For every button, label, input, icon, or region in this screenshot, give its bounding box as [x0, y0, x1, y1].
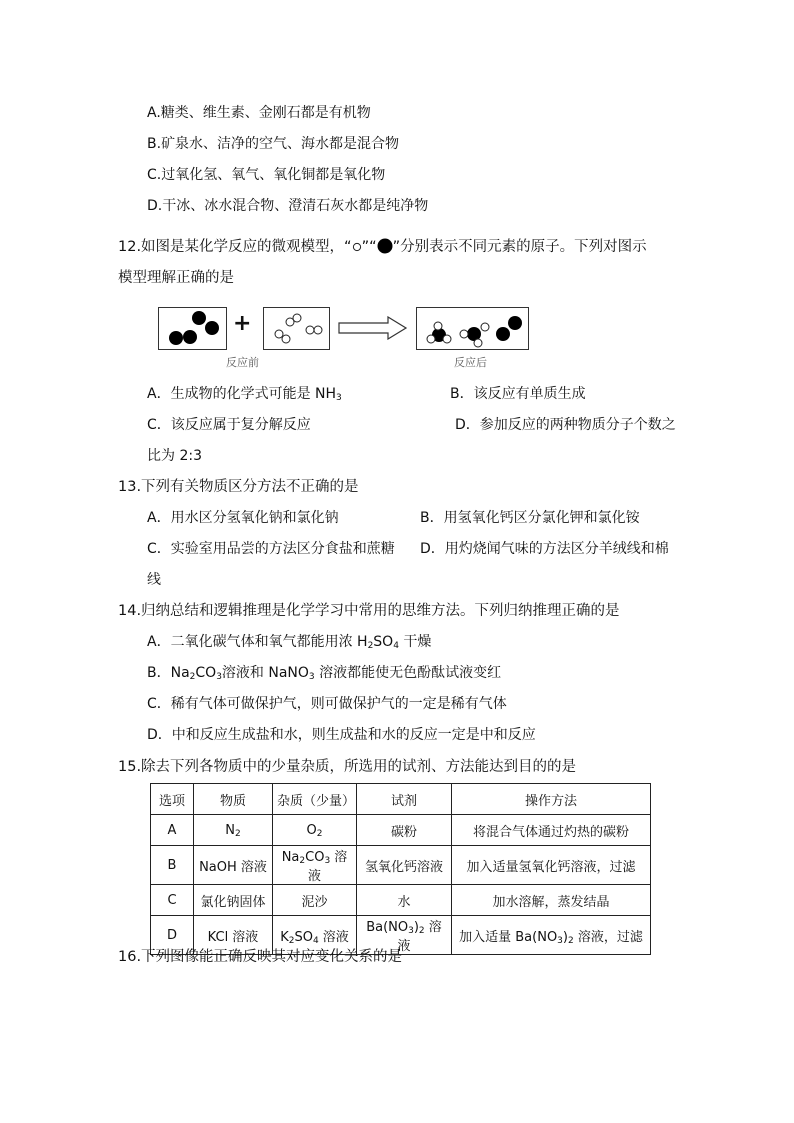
- before-box-left: [158, 307, 227, 350]
- black-atom: [183, 330, 197, 344]
- q13-option-d-cont: 线: [147, 572, 161, 588]
- q14-option-d: D．中和反应生成盐和水，则生成盐和水的反应一定是中和反应: [147, 727, 536, 743]
- table-cell: $K_2SO_4$ 溶液: [273, 916, 357, 955]
- q14-option-a: A．二氧化碳气体和氧气都能用浓 $H_2SO_4$ 干燥: [147, 634, 432, 651]
- white-atom: [443, 335, 451, 343]
- white-atom: [474, 339, 482, 347]
- table-row: [151, 815, 651, 846]
- q14-stem: 14.归纳总结和逻辑推理是化学学习中常用的思维方法。下列归纳推理正确的是: [118, 603, 620, 619]
- table-cell: 加入适量氢氧化钙溶液，过滤: [452, 846, 651, 885]
- caption-before: 反应前: [226, 356, 259, 369]
- table-cell: 加入适量 $Ba(NO_3)_2$ 溶液，过滤: [452, 916, 651, 955]
- table-cell: $N_2$: [194, 815, 273, 846]
- before-box-right: [263, 307, 330, 350]
- q15-table: [150, 783, 651, 955]
- reactant-b-molecules: [264, 308, 329, 349]
- white-atom: [481, 323, 489, 331]
- caption-after: 反应后: [454, 356, 487, 369]
- table-cell: 加水溶解，蒸发结晶: [452, 885, 651, 916]
- q12-option-a: A．生成物的化学式可能是 $NH_3$: [147, 386, 342, 403]
- q13-stem: 13.下列有关物质区分方法不正确的是: [118, 479, 359, 495]
- q12-stem-cont: 模型理解正确的是: [118, 270, 234, 286]
- q13-option-d: D．用灼烧闻气味的方法区分羊绒线和棉: [420, 541, 669, 557]
- q12-option-c: C．该反应属于复分解反应: [147, 417, 311, 433]
- q12-stem: 12.如图是某化学反应的微观模型，“ ”“ ”分别表示不同元素的原子。下列对图示: [118, 239, 647, 255]
- white-atom: [460, 330, 468, 338]
- table-row: [151, 846, 651, 885]
- table-cell: A: [151, 815, 194, 846]
- q15-stem: 15.除去下列各物质中的少量杂质，所选用的试剂、方法能达到目的的是: [118, 759, 577, 775]
- q11-option-c: C.过氧化氢、氧气、氧化铜都是氧化物: [147, 167, 386, 183]
- white-atom: [314, 326, 322, 334]
- header-cell: 杂质（少量）: [273, 784, 357, 815]
- white-atom: [427, 335, 435, 343]
- table-cell: 碳粉: [357, 815, 452, 846]
- header-cell: 试剂: [357, 784, 452, 815]
- table-cell: 水: [357, 885, 452, 916]
- q13-option-b: B．用氢氧化钙区分氯化钾和氯化铵: [420, 510, 640, 526]
- q12-option-d: D．参加反应的两种物质分子个数之: [455, 417, 676, 433]
- table-cell: NaOH 溶液: [194, 846, 273, 885]
- reaction-arrow-icon: [338, 316, 408, 340]
- q14-option-c: C．稀有气体可做保护气，则可做保护气的一定是稀有气体: [147, 696, 507, 712]
- header-cell: 物质: [194, 784, 273, 815]
- black-atom-icon: [377, 238, 393, 254]
- table-cell: 氢氧化钙溶液: [357, 846, 452, 885]
- table-cell: $O_2$: [273, 815, 357, 846]
- q11-option-d: D.干冰、冰水混合物、澄清石灰水都是纯净物: [147, 198, 429, 214]
- table-cell: B: [151, 846, 194, 885]
- q14-option-b: B．$Na_2CO_3$溶液和 NaNO$_3$ 溶液都能使无色酚酞试液变红: [147, 665, 502, 682]
- header-cell: 操作方法: [452, 784, 651, 815]
- white-atom: [293, 314, 301, 322]
- black-atom: [192, 311, 206, 325]
- table-row: [151, 885, 651, 916]
- q11-option-b: B.矿泉水、洁净的空气、海水都是混合物: [147, 136, 400, 152]
- q12-option-d-cont: 比为 2:3: [147, 448, 202, 464]
- q11-option-a: A.糖类、维生素、金刚石都是有机物: [147, 105, 371, 121]
- black-atom: [205, 321, 219, 335]
- table-cell: 氯化钠固体: [194, 885, 273, 916]
- black-atom: [169, 331, 183, 345]
- table-cell: D: [151, 916, 194, 955]
- black-atom: [508, 316, 522, 330]
- white-atom: [434, 322, 442, 330]
- table-cell: C: [151, 885, 194, 916]
- table-cell: 泥沙: [273, 885, 357, 916]
- q12-option-b: B．该反应有单质生成: [450, 386, 586, 402]
- table-cell: $Ba(NO_3)_2$ 溶液: [357, 916, 452, 955]
- white-atom: [282, 335, 290, 343]
- reactant-a-molecules: [159, 308, 226, 349]
- table-header-row: [151, 784, 651, 815]
- q13-option-a: A．用水区分氢氧化钠和氯化钠: [147, 510, 339, 526]
- q16-stem: 16.下列图像能正确反映其对应变化关系的是: [118, 949, 403, 965]
- white-atom: [306, 326, 314, 334]
- header-cell: 选项: [151, 784, 194, 815]
- table-cell: $Na_2CO_3$ 溶液: [273, 846, 357, 885]
- after-box: [416, 307, 529, 350]
- white-atom-icon: [352, 242, 362, 252]
- white-atom: [275, 330, 283, 338]
- black-atom: [496, 327, 510, 341]
- table-cell: 将混合气体通过灼热的碳粉: [452, 815, 651, 846]
- q13-option-c: C．实验室用品尝的方法区分食盐和蔗糖: [147, 541, 395, 557]
- plus-sign: +: [233, 311, 252, 336]
- product-molecules: [417, 308, 528, 349]
- table-cell: KCl 溶液: [194, 916, 273, 955]
